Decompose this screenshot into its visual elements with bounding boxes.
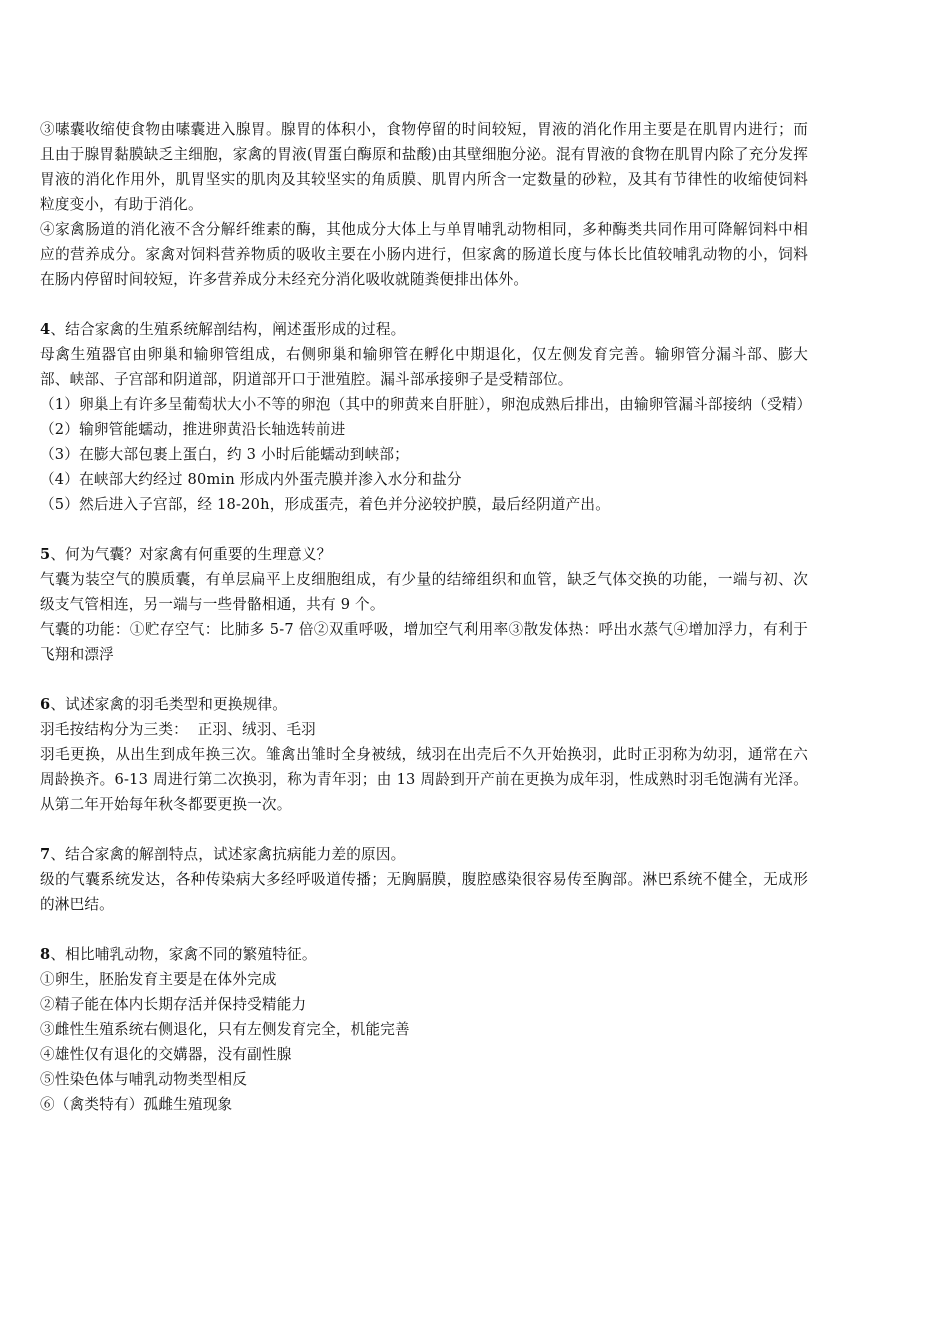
question-4-heading <box>40 317 808 342</box>
spacer <box>40 917 808 942</box>
document-body <box>40 117 812 1117</box>
question-number: 8 <box>40 946 51 963</box>
answer-line: （4）在峡部大约经过 80min 形成内外蛋壳膜并渗入水分和盐分 <box>40 471 462 488</box>
answer-line: （1）卵巢上有许多呈葡萄状大小不等的卵泡（其中的卵黄来自肝脏），卵泡成熟后排出，由输卵管漏斗部接纳（受精） <box>40 396 812 413</box>
answer-line: 气囊的功能：①贮存空气：比肺多 5-7 倍②双重呼吸，增加空气利用率③散发体热：呼出水蒸气④增加浮力，有利于飞翔和漂浮 <box>40 621 808 663</box>
answer-line: （2）输卵管能蠕动，推进卵黄沿长轴选转前进 <box>40 421 346 438</box>
spacer <box>40 667 808 692</box>
answer-line: 羽毛更换，从出生到成年换三次。雏禽出雏时全身被绒，绒羽在出壳后不久开始换羽，此时正羽称为幼羽，通常在六周龄换齐。6-13 周进行第二次换羽，称为青年羽；由 13 周龄到开产前在更换为成年羽，性成熟时羽毛饱满有光泽。从第二年开始每年秋冬都要更换一次。 <box>40 746 808 813</box>
question-number: 4 <box>40 321 51 338</box>
list-item: ④雄性仅有退化的交媾器，没有副性腺 <box>40 1046 292 1063</box>
answer-line: 气囊为装空气的膜质囊，有单层扁平上皮细胞组成，有少量的结缔组织和血管，缺乏气体交换的功能，一端与初、次级支气管相连，另一端与一些骨骼相通，共有 9 个。 <box>40 571 808 613</box>
spacer <box>40 292 808 317</box>
question-title: 、结合家禽的解剖特点，试述家禽抗病能力差的原因。 <box>50 846 406 863</box>
paragraph-intestine-digestion: ④家禽肠道的消化液不含分解纤维素的酶，其他成分大体上与单胃哺乳动物相同，多种酶类共同作用可降解饲料中相应的营养成分。家禽对饲料营养物质的吸收主要在小肠内进行，但家禽的肠道长度与体长比值较哺乳动物的小，饲料在肠内停留时间较短，许多营养成分未经充分消化吸收就随粪便排出体外。 <box>40 221 808 288</box>
question-number: 6 <box>40 696 51 713</box>
answer-line: 母禽生殖器官由卵巢和输卵管组成，右侧卵巢和输卵管在孵化中期退化，仅左侧发育完善。输卵管分漏斗部、膨大部、峡部、子宫部和阴道部，阴道部开口于泄殖腔。漏斗部承接卵子是受精部位。 <box>40 346 808 388</box>
answer-line: （3）在膨大部包裹上蛋白，约 3 小时后能蠕动到峡部； <box>40 446 409 463</box>
answer-line: 级的气囊系统发达，各种传染病大多经呼吸道传播；无胸膈膜，腹腔感染很容易传至胸部。淋巴系统不健全，无成形的淋巴结。 <box>40 871 808 913</box>
question-5-heading <box>40 542 808 567</box>
list-item: ③雌性生殖系统右侧退化，只有左侧发育完全，机能完善 <box>40 1021 410 1038</box>
list-item: ①卵生，胚胎发育主要是在体外完成 <box>40 971 277 988</box>
answer-line: （5）然后进入子宫部，经 18-20h，形成蛋壳，着色并分泌较护膜，最后经阴道产出。 <box>40 496 610 513</box>
question-8-heading <box>40 942 808 967</box>
question-title: 、试述家禽的羽毛类型和更换规律。 <box>50 696 288 713</box>
list-item: ⑤性染色体与哺乳动物类型相反 <box>40 1071 248 1088</box>
question-title: 、相比哺乳动物，家禽不同的繁殖特征。 <box>50 946 317 963</box>
list-item: ②精子能在体内长期存活并保持受精能力 <box>40 996 307 1013</box>
question-title: 、何为气囊？对家禽有何重要的生理意义？ <box>50 546 332 563</box>
paragraph-crop-digestion: ③嗉囊收缩使食物由嗉囊进入腺胃。腺胃的体积小，食物停留的时间较短，胃液的消化作用主要是在肌胃内进行；而且由于腺胃黏膜缺乏主细胞，家禽的胃液(胃蛋白酶原和盐酸)由其壁细胞分泌。混有胃液的食物在肌胃内除了充分发挥胃液的消化作用外，肌胃坚实的肌肉及其较坚实的角质膜、肌胃内所含一定数量的砂粒，及其有节律性的收缩使饲料粒度变小，有助于消化。 <box>40 121 808 213</box>
question-7-heading <box>40 842 808 867</box>
question-number: 5 <box>40 546 51 563</box>
list-item: ⑥（禽类特有）孤雌生殖现象 <box>40 1096 233 1113</box>
spacer <box>40 517 808 542</box>
question-title: 、结合家禽的生殖系统解剖结构，阐述蛋形成的过程。 <box>50 321 406 338</box>
answer-line: 羽毛按结构分为三类： 正羽、绒羽、毛羽 <box>40 721 316 738</box>
question-6-heading <box>40 692 808 717</box>
spacer <box>40 817 808 842</box>
question-number: 7 <box>40 846 51 863</box>
